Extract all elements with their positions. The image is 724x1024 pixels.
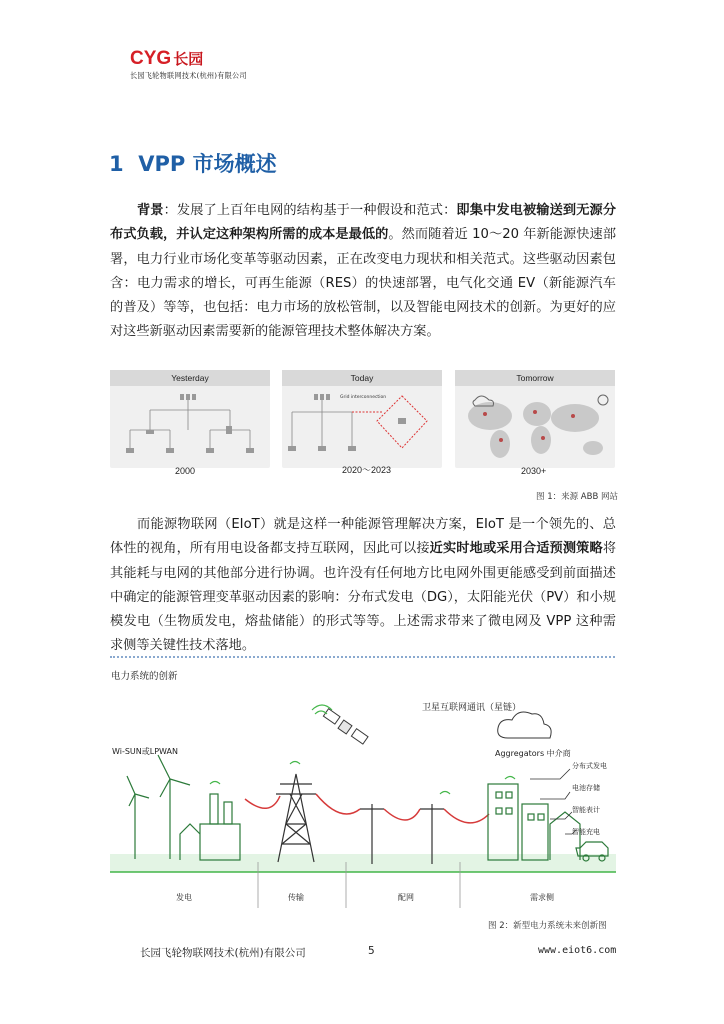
panel-tomorrow [455,370,615,476]
footer-page-number: 5 [368,945,375,957]
power-plant [180,794,240,860]
logo-cn-text: 长园 [173,51,204,68]
panel-yesterday-title: Yesterday [110,370,270,386]
para1-lead: 背景 [137,203,164,218]
tomorrow-world-map [455,386,615,468]
footer-url[interactable]: www.eiot6.com [538,945,617,956]
satellite-label: 卫星互联网通讯（星链） [422,703,522,713]
section-number: 1 [109,152,124,176]
logo-mark-text: CYG [130,48,172,69]
bottom-label-distribution: 配网 [398,893,414,902]
dotted-divider [110,656,615,658]
power-system-illustration [110,684,616,908]
transmission-tower [276,774,316,862]
signal-icons [210,762,515,795]
figure-1-grid-evolution [110,366,615,474]
panel-today-title: Today [282,370,442,386]
side-label-battery: 电池存储 [572,784,600,792]
cloud-icon [498,712,551,738]
para1-bold-1: 即集中发电被输送到无源分布式负载，并认定这种架构所需的成本是最低的 [110,203,617,243]
today-grid-diagram [282,386,442,468]
figure-2-power-system [110,684,616,908]
para1-text-2: 。然而随着近 10～20 年新能源快速部署，电力行业市场化变革等驱动因素，正在改变电力现状和相关范式。这些驱动因素包含：电力需求的增长，可再生能源（RES）的快速部署，电气化交通 EV（新能源汽车的普及）等等，也包括：电力市场的放松管制，以及智能电网技术的创新。为更好的应对这些新驱动因素需要新的能源管理技术整体解决方案。 [110,227,617,340]
logo-mark [130,48,247,70]
bottom-label-demand: 需求侧 [530,893,554,902]
yesterday-grid-diagram [110,386,270,468]
para2-text-2: 将其能耗与电网的其他部分进行协调。也许没有任何地方比电网外围更能感受到前面描述中确定的能源管理变革驱动因素的影响：分布式发电（DG），太阳能光伏（PV）和小规模发电（生物质发电，熔盐储能）的形式等等。上述需求带来了微电网及 VPP 这种需求侧等关键性技术落地。 [110,541,617,654]
grid-interconnection-label: Grid interconnection [340,395,387,400]
background-paragraph [110,199,616,345]
aggregators-label: Aggregators 中介商 [495,749,571,758]
logo-subtitle: 长园飞轮物联网技术(杭州)有限公司 [130,71,247,80]
section-title-text: VPP 市场概述 [138,152,277,176]
demand-side-buildings [488,784,580,860]
figure-2-caption: 图 2：新型电力系统未来创新图 [488,921,607,931]
para1-text-1: ：发展了上百年电网的结构基于一种假设和范式： [163,203,457,218]
panel-yesterday [110,370,270,476]
panel-today-year: 2020～2023 [342,465,392,475]
section-title [109,148,277,178]
para2-bold-1: 近实时地或采用合适预测策略 [429,541,603,557]
panel-today [282,370,442,475]
panel-yesterday-year: 2000 [175,466,196,476]
bottom-label-generation: 发电 [176,893,192,902]
side-label-dg: 分布式发电 [572,762,607,770]
side-label-charging: 智能充电 [572,828,600,836]
para2-text-1: 而能源物联网（EIoT）就是这样一种能源管理解决方案，EIoT 是一个领先的、总体性的视角，所有用电设备都支持互联网，因此可以接 [110,517,616,557]
figure-2-title: 电力系统的创新 [111,671,178,682]
figure-1-caption: 图 1：来源 ABB 网站 [536,492,618,502]
panel-tomorrow-year: 2030+ [521,466,547,476]
bottom-label-transmission: 传输 [288,893,304,902]
side-label-meter: 智能表计 [572,806,600,814]
panel-tomorrow-title: Tomorrow [455,370,615,386]
eiot-paragraph [110,513,616,659]
footer-company: 长园飞轮物联网技术(杭州)有限公司 [140,947,306,959]
company-logo [130,48,247,81]
wisun-label: Wi-SUN或LPWAN [112,747,178,756]
satellite-icon [323,709,368,744]
